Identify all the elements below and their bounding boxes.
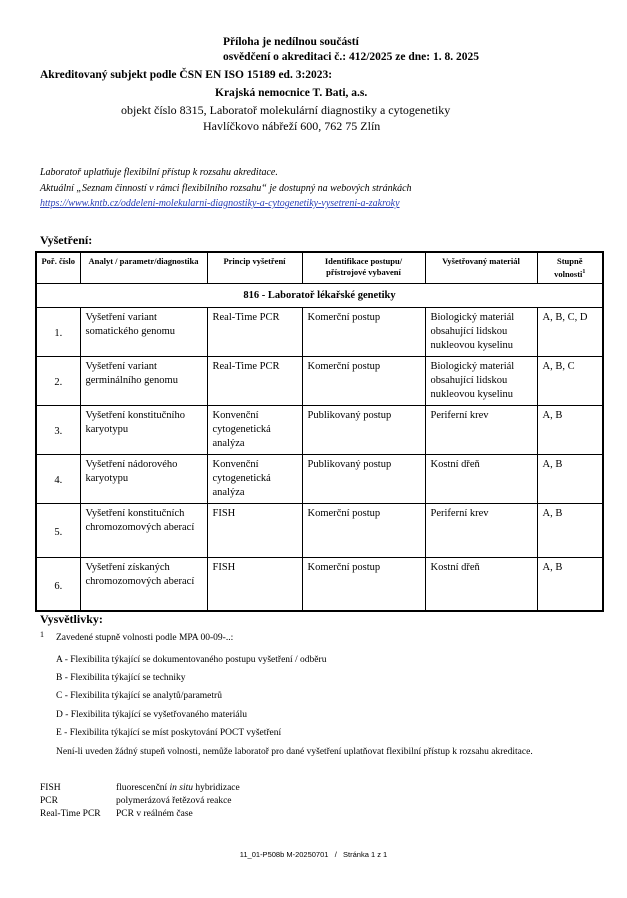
- row-identification: Komerční postup: [302, 356, 425, 405]
- row-levels: A, B: [537, 405, 603, 454]
- table-row: [36, 557, 603, 611]
- page-footer: 11_01-P508b M-20250701 / Stránka 1 z 1: [239, 850, 388, 859]
- row-material: Biologický materiál obsahující lidskou nukleovou kyselinu: [425, 356, 537, 405]
- row-levels: A, B: [537, 557, 603, 611]
- abbreviation-key: PCR: [40, 796, 58, 806]
- row-identification: Publikovaný postup: [302, 405, 425, 454]
- table-row: [36, 405, 603, 454]
- row-levels: A, B: [537, 503, 603, 557]
- header-col-analyte: Analyt / parametr/diagnostika: [80, 252, 207, 283]
- header-line-2: osvědčení o akreditaci č.: 412/2025 ze dne: 1. 8. 2025: [223, 51, 479, 63]
- row-identification: Publikovaný postup: [302, 454, 425, 503]
- row-number: 2.: [36, 356, 80, 405]
- row-principle: Konvenční cytogenetická analýza: [207, 405, 302, 454]
- row-material: Periferní krev: [425, 503, 537, 557]
- abbreviation-key: FISH: [40, 783, 61, 793]
- row-number: 1.: [36, 307, 80, 356]
- row-number: 4.: [36, 454, 80, 503]
- row-levels: A, B, C: [537, 356, 603, 405]
- row-analyte: Vyšetření variant somatického genomu: [80, 307, 207, 356]
- intro-line-2: Aktuální „Seznam činností v rámci flexibilního rozsahu“ je dostupný na webových stránkách: [40, 183, 412, 194]
- explanation-item: A - Flexibilita týkající se dokumentovaného postupu vyšetření / odběru: [56, 655, 327, 665]
- row-material: Biologický materiál obsahující lidskou nukleovou kyselinu: [425, 307, 537, 356]
- explanations-title: Vysvětlivky:: [40, 612, 103, 626]
- address-line: Havlíčkovo nábřeží 600, 762 75 Zlín: [203, 119, 381, 133]
- section-title: Vyšetření:: [40, 233, 93, 247]
- footnote-mark: 1: [40, 630, 44, 639]
- row-analyte: Vyšetření konstitučního karyotypu: [80, 405, 207, 454]
- section-row: [36, 283, 603, 307]
- row-analyte: Vyšetření získaných chromozomových aberací: [80, 557, 207, 611]
- table-row: [36, 454, 603, 503]
- header-col-levels: Stupně volnosti$^1$: [537, 252, 603, 283]
- row-analyte: Vyšetření nádorového karyotypu: [80, 454, 207, 503]
- table-header-row: [36, 252, 603, 283]
- row-levels: A, B, C, D: [537, 307, 603, 356]
- header-line-1: Příloha je nedílnou součástí: [223, 36, 359, 48]
- flexible-scope-link[interactable]: https://www.kntb.cz/oddeleni-molekularni-diagnostiky-a-cytogenetiky-vysetreni-a-zakroky: [40, 198, 400, 209]
- row-levels: A, B: [537, 454, 603, 503]
- explanation-note: Není-li uveden žádný stupeň volnosti, nemůže laboratoř pro dané vyšetření uplatňovat flexibilní přístup k rozsahu akreditace.: [56, 747, 533, 757]
- object-line: objekt číslo 8315, Laboratoř molekulární diagnostiky a cytogenetiky: [121, 103, 451, 117]
- abbreviation-value: fluorescenční in situ hybridizace: [116, 783, 240, 793]
- header-col-number: Poř. číslo: [36, 252, 80, 283]
- row-material: Kostní dřeň: [425, 557, 537, 611]
- row-material: Kostní dřeň: [425, 454, 537, 503]
- abbreviation-value: PCR v reálném čase: [116, 809, 193, 819]
- row-principle: FISH: [207, 557, 302, 611]
- row-analyte: Vyšetření variant germinálního genomu: [80, 356, 207, 405]
- explanation-item: D - Flexibilita týkající se vyšetřovaného materiálu: [56, 710, 248, 720]
- table-row: [36, 307, 603, 356]
- row-identification: Komerční postup: [302, 307, 425, 356]
- explanation-item: C - Flexibilita týkající se analytů/parametrů: [56, 691, 222, 701]
- explanation-item: E - Flexibilita týkající se míst poskytování POCT vyšetření: [56, 728, 282, 738]
- accredited-subject: Akreditovaný subjekt podle ČSN EN ISO 15189 ed. 3:2023:: [40, 69, 333, 81]
- row-principle: FISH: [207, 503, 302, 557]
- table-row: [36, 356, 603, 405]
- row-principle: Real-Time PCR: [207, 356, 302, 405]
- row-identification: Komerční postup: [302, 557, 425, 611]
- row-material: Periferní krev: [425, 405, 537, 454]
- row-principle: Real-Time PCR: [207, 307, 302, 356]
- org-name: Krajská nemocnice T. Bati, a.s.: [215, 87, 368, 99]
- row-principle: Konvenční cytogenetická analýza: [207, 454, 302, 503]
- examinations-table: [35, 251, 604, 612]
- abbreviation-value: polymerázová řetězová reakce: [116, 796, 232, 806]
- header-col-principle: Princip vyšetření: [207, 252, 302, 283]
- header-col-material: Vyšetřovaný materiál: [425, 252, 537, 283]
- intro-line-1: Laboratoř uplatňuje flexibilní přístup k rozsahu akreditace.: [40, 167, 278, 178]
- table-row: [36, 503, 603, 557]
- abbreviation-key: Real-Time PCR: [40, 809, 101, 819]
- section-row-label: 816 - Laboratoř lékařské genetiky: [36, 283, 603, 307]
- row-number: 6.: [36, 557, 80, 611]
- row-analyte: Vyšetření konstitučních chromozomových aberací: [80, 503, 207, 557]
- header-col-identification: Identifikace postupu/ přístrojové vybavení: [302, 252, 425, 283]
- row-number: 3.: [36, 405, 80, 454]
- explanation-item: B - Flexibilita týkající se techniky: [56, 673, 186, 683]
- footnote-text: Zavedené stupně volnosti podle MPA 00-09-..:: [56, 633, 234, 643]
- row-identification: Komerční postup: [302, 503, 425, 557]
- row-number: 5.: [36, 503, 80, 557]
